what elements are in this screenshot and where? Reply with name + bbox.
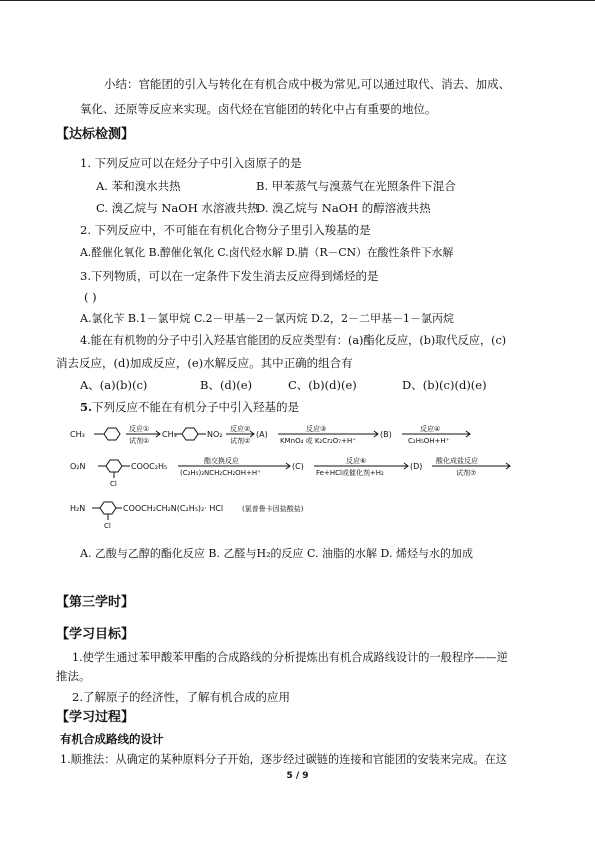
r1-step2-top: 反应② [230, 425, 251, 433]
r2-step2-bot: Fe+HCl或催化剂+H₂ [316, 469, 384, 477]
r1-start: CH₃ [70, 430, 85, 439]
r2-step3-top: 酸化成盐反应 [436, 457, 478, 465]
r2-step2-top: 反应⑥ [346, 457, 367, 465]
question-1-option-b: B. 甲苯蒸气与溴蒸气在光照条件下混合 [256, 179, 456, 193]
r3-start: H₂N [70, 504, 86, 513]
question-5-text: 下列反应不能在有机分子中引入羟基的是 [92, 400, 300, 414]
section-heading-process: 【学习过程】 [56, 710, 135, 725]
question-1-option-a: A. 苯和溴水共热 [96, 179, 181, 193]
r1-step3-top: 反应③ [306, 425, 327, 433]
question-3-stem: 3.下列物质，可以在一定条件下发生消去反应得到烯烃的是 [80, 269, 379, 283]
r1-step4-top: 反应④ [420, 425, 441, 433]
section-heading-goals: 【学习目标】 [56, 627, 135, 642]
r3-name: (氯普鲁卡因盐酸盐) [242, 505, 304, 513]
question-4-option-c: C、(b)(d)(e) [288, 378, 357, 392]
question-1-stem: 1. 下列反应可以在烃分子中引入卤原子的是 [80, 156, 302, 170]
question-1-option-c: C. 溴乙烷与 NaOH 水溶液共热 [96, 201, 259, 215]
r2-step1-bot: (C₂H₅)₂NCH₂CH₂OH+H⁺ [180, 469, 261, 477]
question-4-option-d: D、(b)(c)(d)(e) [402, 378, 487, 392]
r3-cl: Cl [104, 522, 111, 530]
section-heading-third-period: 【第三学时】 [56, 595, 135, 610]
r1-mid: CH₃ [162, 430, 177, 439]
r1-B: (B) [380, 430, 392, 439]
process-subtitle: 有机合成路线的设计 [60, 732, 164, 746]
r1-step4-bot: C₂H₅OH+H⁺ [408, 437, 450, 445]
question-3-options: A.氯化苄 B.1－氯甲烷 C.2－甲基－2－氯丙烷 D.2，2－二甲基－1－氯丙烷 [80, 312, 454, 325]
section-heading-test: 【达标检测】 [56, 127, 135, 142]
r1-no2: NO₂ [207, 430, 223, 439]
r1-step1-top: 反应① [129, 425, 150, 433]
r1-A: (A) [256, 430, 268, 439]
summary-line-1: 小结：官能团的引入与转化在有机合成中极为常见,可以通过取代、消去、加成、 [104, 77, 511, 91]
goal-1-line-1: 1.使学生通过苯甲酸苯甲酯的合成路线的分析提炼出有机合成路线设计的一般程序——逆 [72, 651, 508, 664]
process-line-1: 1.顺推法：从确定的某种原料分子开始，逐步经过碳链的连接和官能团的安装来完成。在这 [60, 753, 507, 766]
goal-1-line-2: 推法。 [56, 669, 91, 683]
benzene-ring-3 [106, 460, 122, 472]
r1-step2-bot: 试剂② [230, 437, 251, 445]
r2-D: (D) [410, 462, 423, 471]
r1-step3-bot: KMnO₄ 或 K₂Cr₂O₇+H⁺ [280, 437, 356, 445]
question-4-option-a: A、(a)(b)(c) [80, 378, 148, 392]
goal-2: 2.了解原子的经济性，了解有机合成的应用 [72, 690, 290, 704]
question-4-stem-line-2: 消去反应，(d)加成反应，(e)水解反应。其中正确的组合有 [56, 356, 353, 370]
benzene-ring-4 [100, 502, 116, 514]
r2-step3-bot: 试剂⑦ [456, 469, 477, 477]
r1-step1-bot: 试剂① [129, 437, 150, 445]
summary-line-2: 氧化、还原等反应来实现。卤代烃在官能团的转化中占有重要的地位。 [80, 102, 437, 116]
r2-start: O₂N [70, 462, 86, 471]
reaction-scheme-diagram [70, 422, 550, 534]
r2-C: (C) [292, 462, 304, 471]
question-4-option-b: B、(d)(e) [200, 378, 253, 392]
r3-chain: COOCH₂CH₂N(C₂H₅)₂· HCl [123, 504, 224, 513]
question-1-option-d: D. 溴乙烷与 NaOH 的醇溶液共热 [256, 201, 431, 215]
question-4-stem-line-1: 4.能在有机物的分子中引入羟基官能团的反应类型有：(a)酯化反应，(b)取代反应，(c) [80, 334, 507, 347]
question-5-options: A. 乙酸与乙醇的酯化反应 B. 乙醛与H₂的反应 C. 油脂的水解 D. 烯烃与水的加成 [80, 547, 473, 560]
question-5-number: 5. [80, 400, 93, 414]
question-2-stem: 2. 下列反应中，不可能在有机化合物分子里引入羧基的是 [80, 223, 371, 237]
question-5-stem [80, 399, 299, 415]
benzene-ring-2 [182, 428, 198, 440]
page-top-rule [0, 0, 595, 1]
page-number: 5 / 9 [286, 771, 309, 781]
question-2-options: A.醛催化氧化 B.醇催化氧化 C.卤代烃水解 D.腈（R－CN）在酸性条件下水解 [80, 246, 454, 259]
r2-ester: COOC₂H₅ [131, 462, 168, 471]
question-3-answer-paren: ( ) [84, 290, 97, 304]
benzene-ring-1 [104, 428, 120, 440]
r2-step1-top: 酯交换反应 [204, 457, 239, 465]
r2-cl: Cl [110, 480, 117, 488]
